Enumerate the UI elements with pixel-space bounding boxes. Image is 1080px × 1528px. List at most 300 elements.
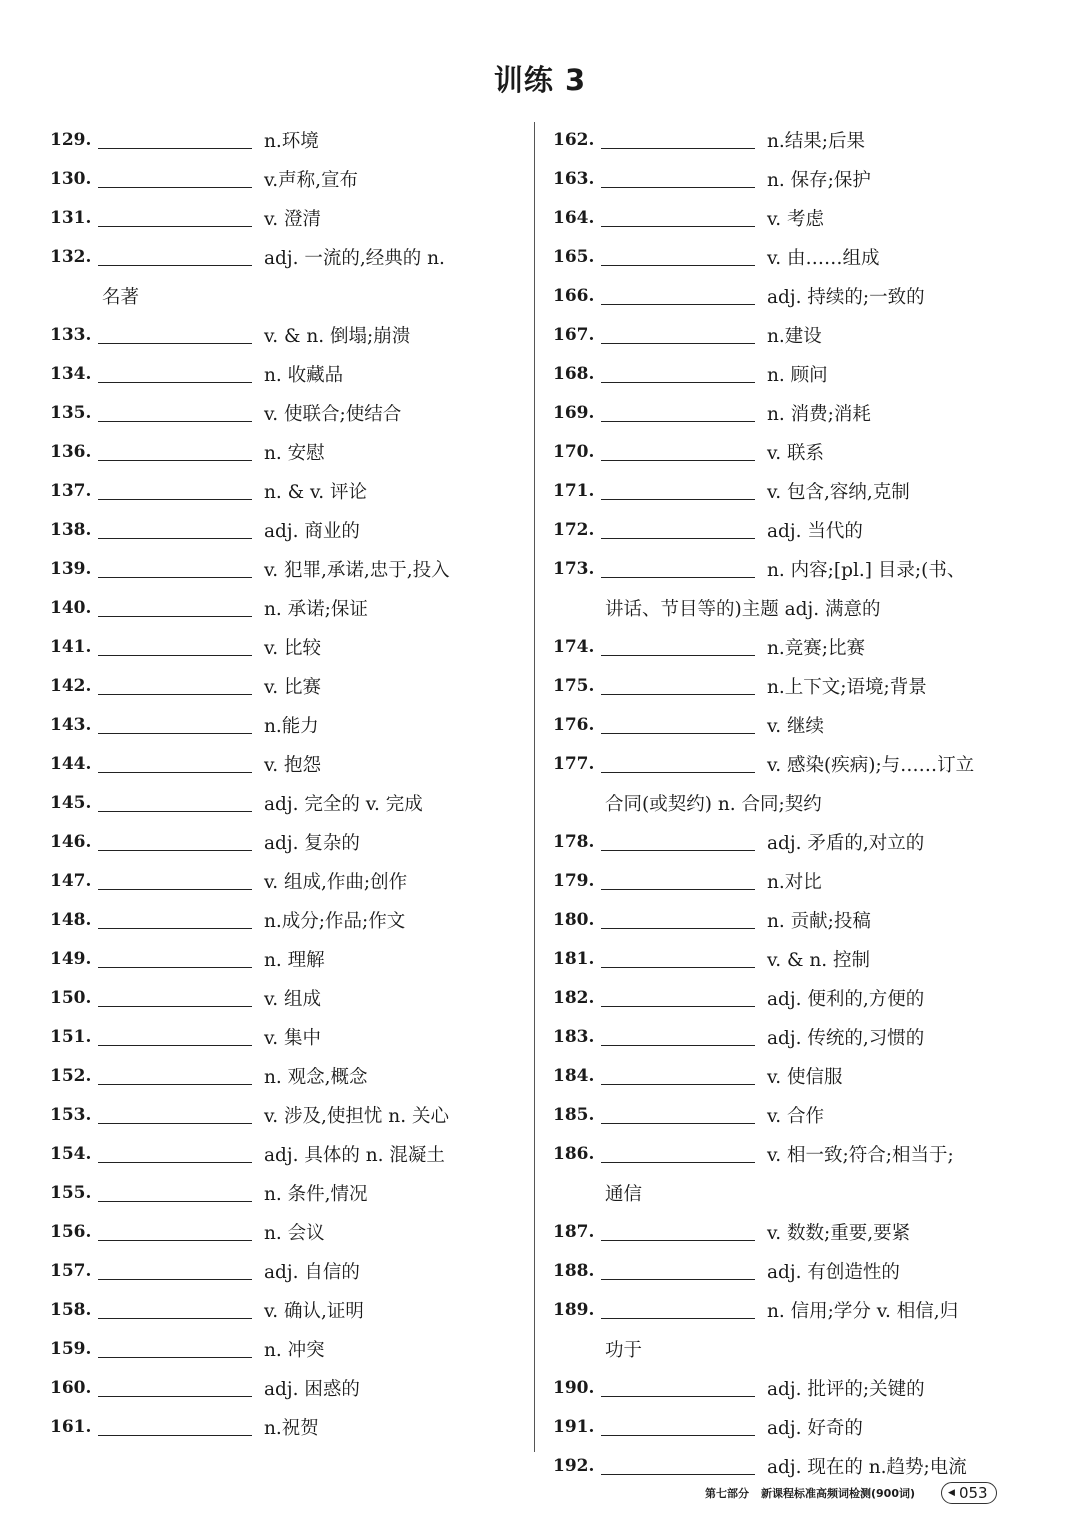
vocab-item-line bbox=[553, 549, 1033, 588]
item-meaning: v. 集中 bbox=[264, 1027, 322, 1049]
vocab-item bbox=[553, 1407, 1033, 1446]
answer-blank[interactable] bbox=[601, 1106, 755, 1124]
vocab-item-line bbox=[50, 120, 530, 159]
item-meaning: v. 联系 bbox=[767, 442, 825, 464]
answer-blank[interactable] bbox=[601, 131, 755, 149]
vocab-item bbox=[553, 1095, 1033, 1134]
vocab-item-line bbox=[50, 1329, 530, 1368]
item-number: 150. bbox=[50, 987, 92, 1008]
vocab-item-line bbox=[553, 1056, 1033, 1095]
answer-blank[interactable] bbox=[98, 599, 252, 617]
answer-blank[interactable] bbox=[601, 872, 755, 890]
vocab-item bbox=[50, 939, 530, 978]
vocab-item-line bbox=[50, 1056, 530, 1095]
vocab-item bbox=[553, 120, 1033, 159]
vocab-item-line bbox=[553, 393, 1033, 432]
vocab-item bbox=[50, 1368, 530, 1407]
item-number: 181. bbox=[553, 948, 595, 969]
vocab-item-line bbox=[50, 1095, 530, 1134]
item-number: 189. bbox=[553, 1299, 595, 1320]
vocab-item bbox=[553, 393, 1033, 432]
page-number: 053 bbox=[958, 1484, 988, 1502]
answer-blank[interactable] bbox=[601, 326, 755, 344]
answer-blank[interactable] bbox=[98, 209, 252, 227]
item-number: 171. bbox=[553, 480, 595, 501]
answer-blank[interactable] bbox=[98, 1028, 252, 1046]
item-number: 184. bbox=[553, 1065, 595, 1086]
item-number: 185. bbox=[553, 1104, 595, 1125]
vocab-item bbox=[553, 471, 1033, 510]
vocab-item-line bbox=[553, 315, 1033, 354]
answer-blank[interactable] bbox=[601, 989, 755, 1007]
vocab-item bbox=[50, 861, 530, 900]
vocab-item bbox=[553, 1056, 1033, 1095]
answer-blank[interactable] bbox=[601, 560, 755, 578]
vocab-item bbox=[553, 1017, 1033, 1056]
item-meaning-continued: 讲话、节目等的)主题 adj. 满意的 bbox=[605, 598, 881, 620]
item-number: 143. bbox=[50, 714, 92, 735]
item-meaning: v.声称,宣布 bbox=[264, 169, 359, 191]
item-number: 178. bbox=[553, 831, 595, 852]
item-meaning: n. 理解 bbox=[264, 949, 325, 971]
vocab-item-line bbox=[50, 432, 530, 471]
answer-blank[interactable] bbox=[601, 521, 755, 539]
item-number: 186. bbox=[553, 1143, 595, 1164]
item-number: 131. bbox=[50, 207, 92, 228]
vocab-item-line bbox=[50, 1173, 530, 1212]
vocab-item bbox=[50, 1095, 530, 1134]
item-meaning: adj. 持续的;一致的 bbox=[767, 286, 925, 308]
footer-part: 第七部分 bbox=[705, 1487, 749, 1500]
vocab-item bbox=[50, 1173, 530, 1212]
vocab-item bbox=[50, 1407, 530, 1446]
item-number: 147. bbox=[50, 870, 92, 891]
answer-blank[interactable] bbox=[98, 794, 252, 812]
answer-blank[interactable] bbox=[601, 1067, 755, 1085]
item-number: 168. bbox=[553, 363, 595, 384]
vocab-item bbox=[553, 1251, 1033, 1290]
item-number: 187. bbox=[553, 1221, 595, 1242]
item-meaning: n. 冲突 bbox=[264, 1339, 325, 1361]
answer-blank[interactable] bbox=[601, 1145, 755, 1163]
item-number: 139. bbox=[50, 558, 92, 579]
vocab-item bbox=[50, 588, 530, 627]
item-meaning: adj. 矛盾的,对立的 bbox=[767, 832, 925, 854]
vocab-item bbox=[553, 549, 1033, 627]
vocab-item bbox=[553, 705, 1033, 744]
item-number: 162. bbox=[553, 129, 595, 150]
item-number: 154. bbox=[50, 1143, 92, 1164]
vocab-item-line bbox=[553, 627, 1033, 666]
item-meaning: adj. 具体的 n. 混凝土 bbox=[264, 1144, 445, 1166]
vocab-item bbox=[50, 1251, 530, 1290]
vocab-item bbox=[50, 354, 530, 393]
vocab-item-line bbox=[50, 744, 530, 783]
vocab-item bbox=[553, 159, 1033, 198]
item-meaning: n.能力 bbox=[264, 715, 319, 737]
vocab-item-line bbox=[553, 861, 1033, 900]
item-meaning: adj. 完全的 v. 完成 bbox=[264, 793, 423, 815]
vocab-item-line bbox=[50, 159, 530, 198]
answer-blank[interactable] bbox=[98, 638, 252, 656]
vocab-item-line bbox=[553, 744, 1033, 783]
item-meaning: n. 内容;[pl.] 目录;(书、 bbox=[767, 559, 966, 581]
answer-blank[interactable] bbox=[601, 1457, 755, 1475]
item-meaning: n.成分;作品;作文 bbox=[264, 910, 406, 932]
vocab-item-line bbox=[553, 1290, 1033, 1329]
item-number: 164. bbox=[553, 207, 595, 228]
item-meaning: v. 澄清 bbox=[264, 208, 322, 230]
item-meaning: v. 涉及,使担忧 n. 关心 bbox=[264, 1105, 449, 1127]
item-number: 192. bbox=[553, 1455, 595, 1476]
vocab-item-line bbox=[50, 1368, 530, 1407]
item-meaning: v. 抱怨 bbox=[264, 754, 322, 776]
vocab-item bbox=[50, 237, 530, 315]
vocab-item bbox=[50, 1056, 530, 1095]
vocab-item bbox=[553, 666, 1033, 705]
answer-blank[interactable] bbox=[601, 638, 755, 656]
vocab-item bbox=[50, 159, 530, 198]
item-number: 148. bbox=[50, 909, 92, 930]
vocab-item-line bbox=[553, 471, 1033, 510]
answer-blank[interactable] bbox=[601, 1223, 755, 1241]
vocab-item bbox=[553, 744, 1033, 822]
item-meaning: n.建设 bbox=[767, 325, 822, 347]
item-meaning: v. 感染(疾病);与……订立 bbox=[767, 754, 975, 776]
answer-blank[interactable] bbox=[98, 1223, 252, 1241]
answer-blank[interactable] bbox=[601, 755, 755, 773]
vocab-item-line bbox=[553, 900, 1033, 939]
vocab-item bbox=[553, 354, 1033, 393]
item-meaning: v. 由……组成 bbox=[767, 247, 880, 269]
item-meaning: v. 合作 bbox=[767, 1105, 825, 1127]
vocab-item-line bbox=[50, 393, 530, 432]
answer-blank[interactable] bbox=[601, 404, 755, 422]
item-meaning: n. 收藏品 bbox=[264, 364, 344, 386]
answer-blank[interactable] bbox=[98, 1340, 252, 1358]
item-number: 136. bbox=[50, 441, 92, 462]
item-number: 176. bbox=[553, 714, 595, 735]
item-meaning: n. 顾问 bbox=[767, 364, 828, 386]
vocab-item-line bbox=[50, 978, 530, 1017]
item-number: 137. bbox=[50, 480, 92, 501]
item-number: 175. bbox=[553, 675, 595, 696]
vocab-item bbox=[50, 393, 530, 432]
item-number: 183. bbox=[553, 1026, 595, 1047]
vocab-item-line bbox=[50, 1290, 530, 1329]
answer-blank[interactable] bbox=[601, 1262, 755, 1280]
vocab-item bbox=[553, 237, 1033, 276]
item-number: 188. bbox=[553, 1260, 595, 1281]
vocab-item-line bbox=[50, 900, 530, 939]
answer-blank[interactable] bbox=[98, 1262, 252, 1280]
vocab-item-line bbox=[50, 1212, 530, 1251]
vocab-item bbox=[50, 666, 530, 705]
item-meaning: v. 组成 bbox=[264, 988, 322, 1010]
vocab-item-line bbox=[553, 978, 1033, 1017]
answer-blank[interactable] bbox=[601, 248, 755, 266]
vocab-item-line bbox=[553, 1017, 1033, 1056]
item-number: 170. bbox=[553, 441, 595, 462]
answer-blank[interactable] bbox=[98, 560, 252, 578]
item-number: 174. bbox=[553, 636, 595, 657]
answer-blank[interactable] bbox=[601, 1028, 755, 1046]
item-number: 190. bbox=[553, 1377, 595, 1398]
item-meaning: n. 贡献;投稿 bbox=[767, 910, 871, 932]
vocab-item-line bbox=[50, 198, 530, 237]
item-number: 151. bbox=[50, 1026, 92, 1047]
answer-blank[interactable] bbox=[601, 911, 755, 929]
vocab-item-line bbox=[50, 627, 530, 666]
vocab-item bbox=[553, 510, 1033, 549]
vocab-item-line bbox=[553, 1212, 1033, 1251]
answer-blank[interactable] bbox=[98, 131, 252, 149]
item-meaning: n. 信用;学分 v. 相信,归 bbox=[767, 1300, 959, 1322]
item-meaning: v. 使联合;使结合 bbox=[264, 403, 402, 425]
vocab-item-line bbox=[50, 237, 530, 276]
answer-blank[interactable] bbox=[601, 365, 755, 383]
answer-blank[interactable] bbox=[98, 872, 252, 890]
answer-blank[interactable] bbox=[601, 482, 755, 500]
vocab-item bbox=[50, 900, 530, 939]
item-number: 145. bbox=[50, 792, 92, 813]
answer-blank[interactable] bbox=[98, 950, 252, 968]
vocab-item bbox=[50, 1290, 530, 1329]
vocab-item bbox=[553, 1290, 1033, 1368]
vocab-item-line bbox=[553, 510, 1033, 549]
item-meaning: v. 组成,作曲;创作 bbox=[264, 871, 408, 893]
vocab-item-line bbox=[50, 783, 530, 822]
item-meaning: adj. 困惑的 bbox=[264, 1378, 360, 1400]
vocab-item bbox=[553, 315, 1033, 354]
answer-blank[interactable] bbox=[98, 1067, 252, 1085]
item-meaning: n.竞赛;比赛 bbox=[767, 637, 866, 659]
answer-blank[interactable] bbox=[601, 950, 755, 968]
vocab-item-line bbox=[50, 588, 530, 627]
item-number: 156. bbox=[50, 1221, 92, 1242]
vocab-item-line bbox=[553, 1407, 1033, 1446]
item-number: 129. bbox=[50, 129, 92, 150]
vocab-item bbox=[50, 822, 530, 861]
item-meaning: n.对比 bbox=[767, 871, 822, 893]
answer-blank[interactable] bbox=[98, 170, 252, 188]
vocab-item-line bbox=[553, 1446, 1033, 1485]
column-divider bbox=[534, 122, 535, 1452]
item-number: 134. bbox=[50, 363, 92, 384]
answer-blank[interactable] bbox=[98, 1379, 252, 1397]
vocab-item-line bbox=[553, 276, 1033, 315]
vocab-item bbox=[50, 627, 530, 666]
left-triangle-icon: ◀ bbox=[948, 1488, 955, 1498]
item-number: 159. bbox=[50, 1338, 92, 1359]
answer-blank[interactable] bbox=[98, 1106, 252, 1124]
item-meaning: v. 包含,容纳,克制 bbox=[767, 481, 910, 503]
left-column bbox=[50, 120, 530, 1446]
vocab-item bbox=[553, 1446, 1033, 1485]
answer-blank[interactable] bbox=[98, 521, 252, 539]
vocab-item-line bbox=[50, 471, 530, 510]
vocab-item-line bbox=[553, 354, 1033, 393]
answer-blank[interactable] bbox=[601, 1301, 755, 1319]
vocab-item bbox=[553, 861, 1033, 900]
vocab-item-line bbox=[553, 1251, 1033, 1290]
answer-blank[interactable] bbox=[98, 716, 252, 734]
vocab-item bbox=[553, 822, 1033, 861]
answer-blank[interactable] bbox=[98, 911, 252, 929]
answer-blank[interactable] bbox=[98, 755, 252, 773]
answer-blank[interactable] bbox=[98, 1301, 252, 1319]
item-meaning-continued: 名著 bbox=[102, 286, 140, 308]
vocab-item-line bbox=[50, 1017, 530, 1056]
item-number: 132. bbox=[50, 246, 92, 267]
item-number: 180. bbox=[553, 909, 595, 930]
vocab-item bbox=[553, 1368, 1033, 1407]
item-meaning: adj. 一流的,经典的 n. bbox=[264, 247, 445, 269]
item-meaning: adj. 复杂的 bbox=[264, 832, 360, 854]
item-meaning: adj. 批评的;关键的 bbox=[767, 1378, 925, 1400]
vocab-item-line bbox=[553, 120, 1033, 159]
item-meaning: v. 犯罪,承诺,忠于,投入 bbox=[264, 559, 450, 581]
item-meaning-continued: 功于 bbox=[605, 1339, 643, 1361]
vocab-item-line bbox=[553, 666, 1033, 705]
answer-blank[interactable] bbox=[98, 1145, 252, 1163]
item-meaning: adj. 有创造性的 bbox=[767, 1261, 900, 1283]
vocab-item bbox=[50, 120, 530, 159]
vocab-item bbox=[553, 432, 1033, 471]
item-meaning: adj. 当代的 bbox=[767, 520, 863, 542]
item-number: 149. bbox=[50, 948, 92, 969]
item-number: 191. bbox=[553, 1416, 595, 1437]
answer-blank[interactable] bbox=[601, 1379, 755, 1397]
vocab-item-line bbox=[50, 1134, 530, 1173]
vocab-item-line bbox=[553, 237, 1033, 276]
answer-blank[interactable] bbox=[98, 989, 252, 1007]
vocab-item-line bbox=[50, 666, 530, 705]
item-meaning: n.环境 bbox=[264, 130, 319, 152]
item-meaning: v. 比赛 bbox=[264, 676, 322, 698]
answer-blank[interactable] bbox=[98, 482, 252, 500]
vocab-item bbox=[50, 978, 530, 1017]
item-number: 141. bbox=[50, 636, 92, 657]
answer-blank[interactable] bbox=[98, 248, 252, 266]
page-title: 训练 3 bbox=[493, 63, 587, 97]
item-number: 133. bbox=[50, 324, 92, 345]
vocab-item-line bbox=[553, 1095, 1033, 1134]
vocab-item bbox=[50, 1212, 530, 1251]
answer-blank[interactable] bbox=[98, 1184, 252, 1202]
vocab-item-line bbox=[553, 1134, 1033, 1173]
vocab-item bbox=[50, 510, 530, 549]
answer-blank[interactable] bbox=[98, 677, 252, 695]
item-number: 161. bbox=[50, 1416, 92, 1437]
vocab-item-line bbox=[553, 939, 1033, 978]
vocab-item bbox=[50, 471, 530, 510]
item-meaning: n.结果;后果 bbox=[767, 130, 866, 152]
vocab-item bbox=[50, 198, 530, 237]
page-number-badge bbox=[941, 1482, 997, 1504]
item-meaning: n.祝贺 bbox=[264, 1417, 319, 1439]
answer-blank[interactable] bbox=[98, 326, 252, 344]
answer-blank[interactable] bbox=[98, 833, 252, 851]
item-number: 153. bbox=[50, 1104, 92, 1125]
item-number: 144. bbox=[50, 753, 92, 774]
item-number: 172. bbox=[553, 519, 595, 540]
answer-blank[interactable] bbox=[98, 1418, 252, 1436]
item-number: 160. bbox=[50, 1377, 92, 1398]
item-meaning: adj. 现在的 n.趋势;电流 bbox=[767, 1456, 967, 1478]
vocab-item bbox=[50, 783, 530, 822]
vocab-item bbox=[50, 1329, 530, 1368]
vocab-item bbox=[553, 276, 1033, 315]
vocab-item bbox=[553, 978, 1033, 1017]
item-number: 165. bbox=[553, 246, 595, 267]
vocab-item-line bbox=[50, 1251, 530, 1290]
vocab-item-line bbox=[553, 159, 1033, 198]
vocab-item bbox=[553, 198, 1033, 237]
item-number: 173. bbox=[553, 558, 595, 579]
vocab-item-line bbox=[553, 705, 1033, 744]
vocab-item-line bbox=[50, 939, 530, 978]
item-meaning: n. 消费;消耗 bbox=[767, 403, 871, 425]
item-number: 169. bbox=[553, 402, 595, 423]
item-number: 155. bbox=[50, 1182, 92, 1203]
vocab-item bbox=[553, 900, 1033, 939]
answer-blank[interactable] bbox=[98, 443, 252, 461]
item-meaning: v. 使信服 bbox=[767, 1066, 843, 1088]
answer-blank[interactable] bbox=[601, 287, 755, 305]
vocab-item-line bbox=[553, 198, 1033, 237]
item-meaning: v. 继续 bbox=[767, 715, 825, 737]
vocab-item-line bbox=[50, 822, 530, 861]
item-number: 158. bbox=[50, 1299, 92, 1320]
item-number: 138. bbox=[50, 519, 92, 540]
item-meaning: v. 数数;重要,要紧 bbox=[767, 1222, 911, 1244]
answer-blank[interactable] bbox=[601, 443, 755, 461]
answer-blank[interactable] bbox=[98, 404, 252, 422]
item-number: 177. bbox=[553, 753, 595, 774]
vocab-item-line bbox=[50, 315, 530, 354]
answer-blank[interactable] bbox=[601, 677, 755, 695]
answer-blank[interactable] bbox=[601, 209, 755, 227]
answer-blank[interactable] bbox=[601, 716, 755, 734]
item-meaning: n. 条件,情况 bbox=[264, 1183, 368, 1205]
vocab-item-line bbox=[50, 549, 530, 588]
answer-blank[interactable] bbox=[98, 365, 252, 383]
item-number: 142. bbox=[50, 675, 92, 696]
item-meaning: v. 确认,证明 bbox=[264, 1300, 364, 1322]
item-meaning: n. 保存;保护 bbox=[767, 169, 871, 191]
vocab-item-line bbox=[50, 510, 530, 549]
answer-blank[interactable] bbox=[601, 1418, 755, 1436]
item-number: 140. bbox=[50, 597, 92, 618]
item-number: 152. bbox=[50, 1065, 92, 1086]
item-meaning: adj. 好奇的 bbox=[767, 1417, 863, 1439]
item-number: 130. bbox=[50, 168, 92, 189]
item-meaning: adj. 传统的,习惯的 bbox=[767, 1027, 925, 1049]
item-meaning: v. 比较 bbox=[264, 637, 322, 659]
vocab-item-line bbox=[553, 432, 1033, 471]
item-number: 166. bbox=[553, 285, 595, 306]
vocab-item-line bbox=[50, 861, 530, 900]
footer-book-title: 新课程标准高频词检测(900词) bbox=[761, 1487, 916, 1500]
answer-blank[interactable] bbox=[601, 170, 755, 188]
vocab-item-line bbox=[553, 822, 1033, 861]
item-meaning: n. 会议 bbox=[264, 1222, 325, 1244]
item-meaning: adj. 商业的 bbox=[264, 520, 360, 542]
answer-blank[interactable] bbox=[601, 833, 755, 851]
item-meaning: n.上下文;语境;背景 bbox=[767, 676, 927, 698]
vocab-item bbox=[553, 1134, 1033, 1212]
